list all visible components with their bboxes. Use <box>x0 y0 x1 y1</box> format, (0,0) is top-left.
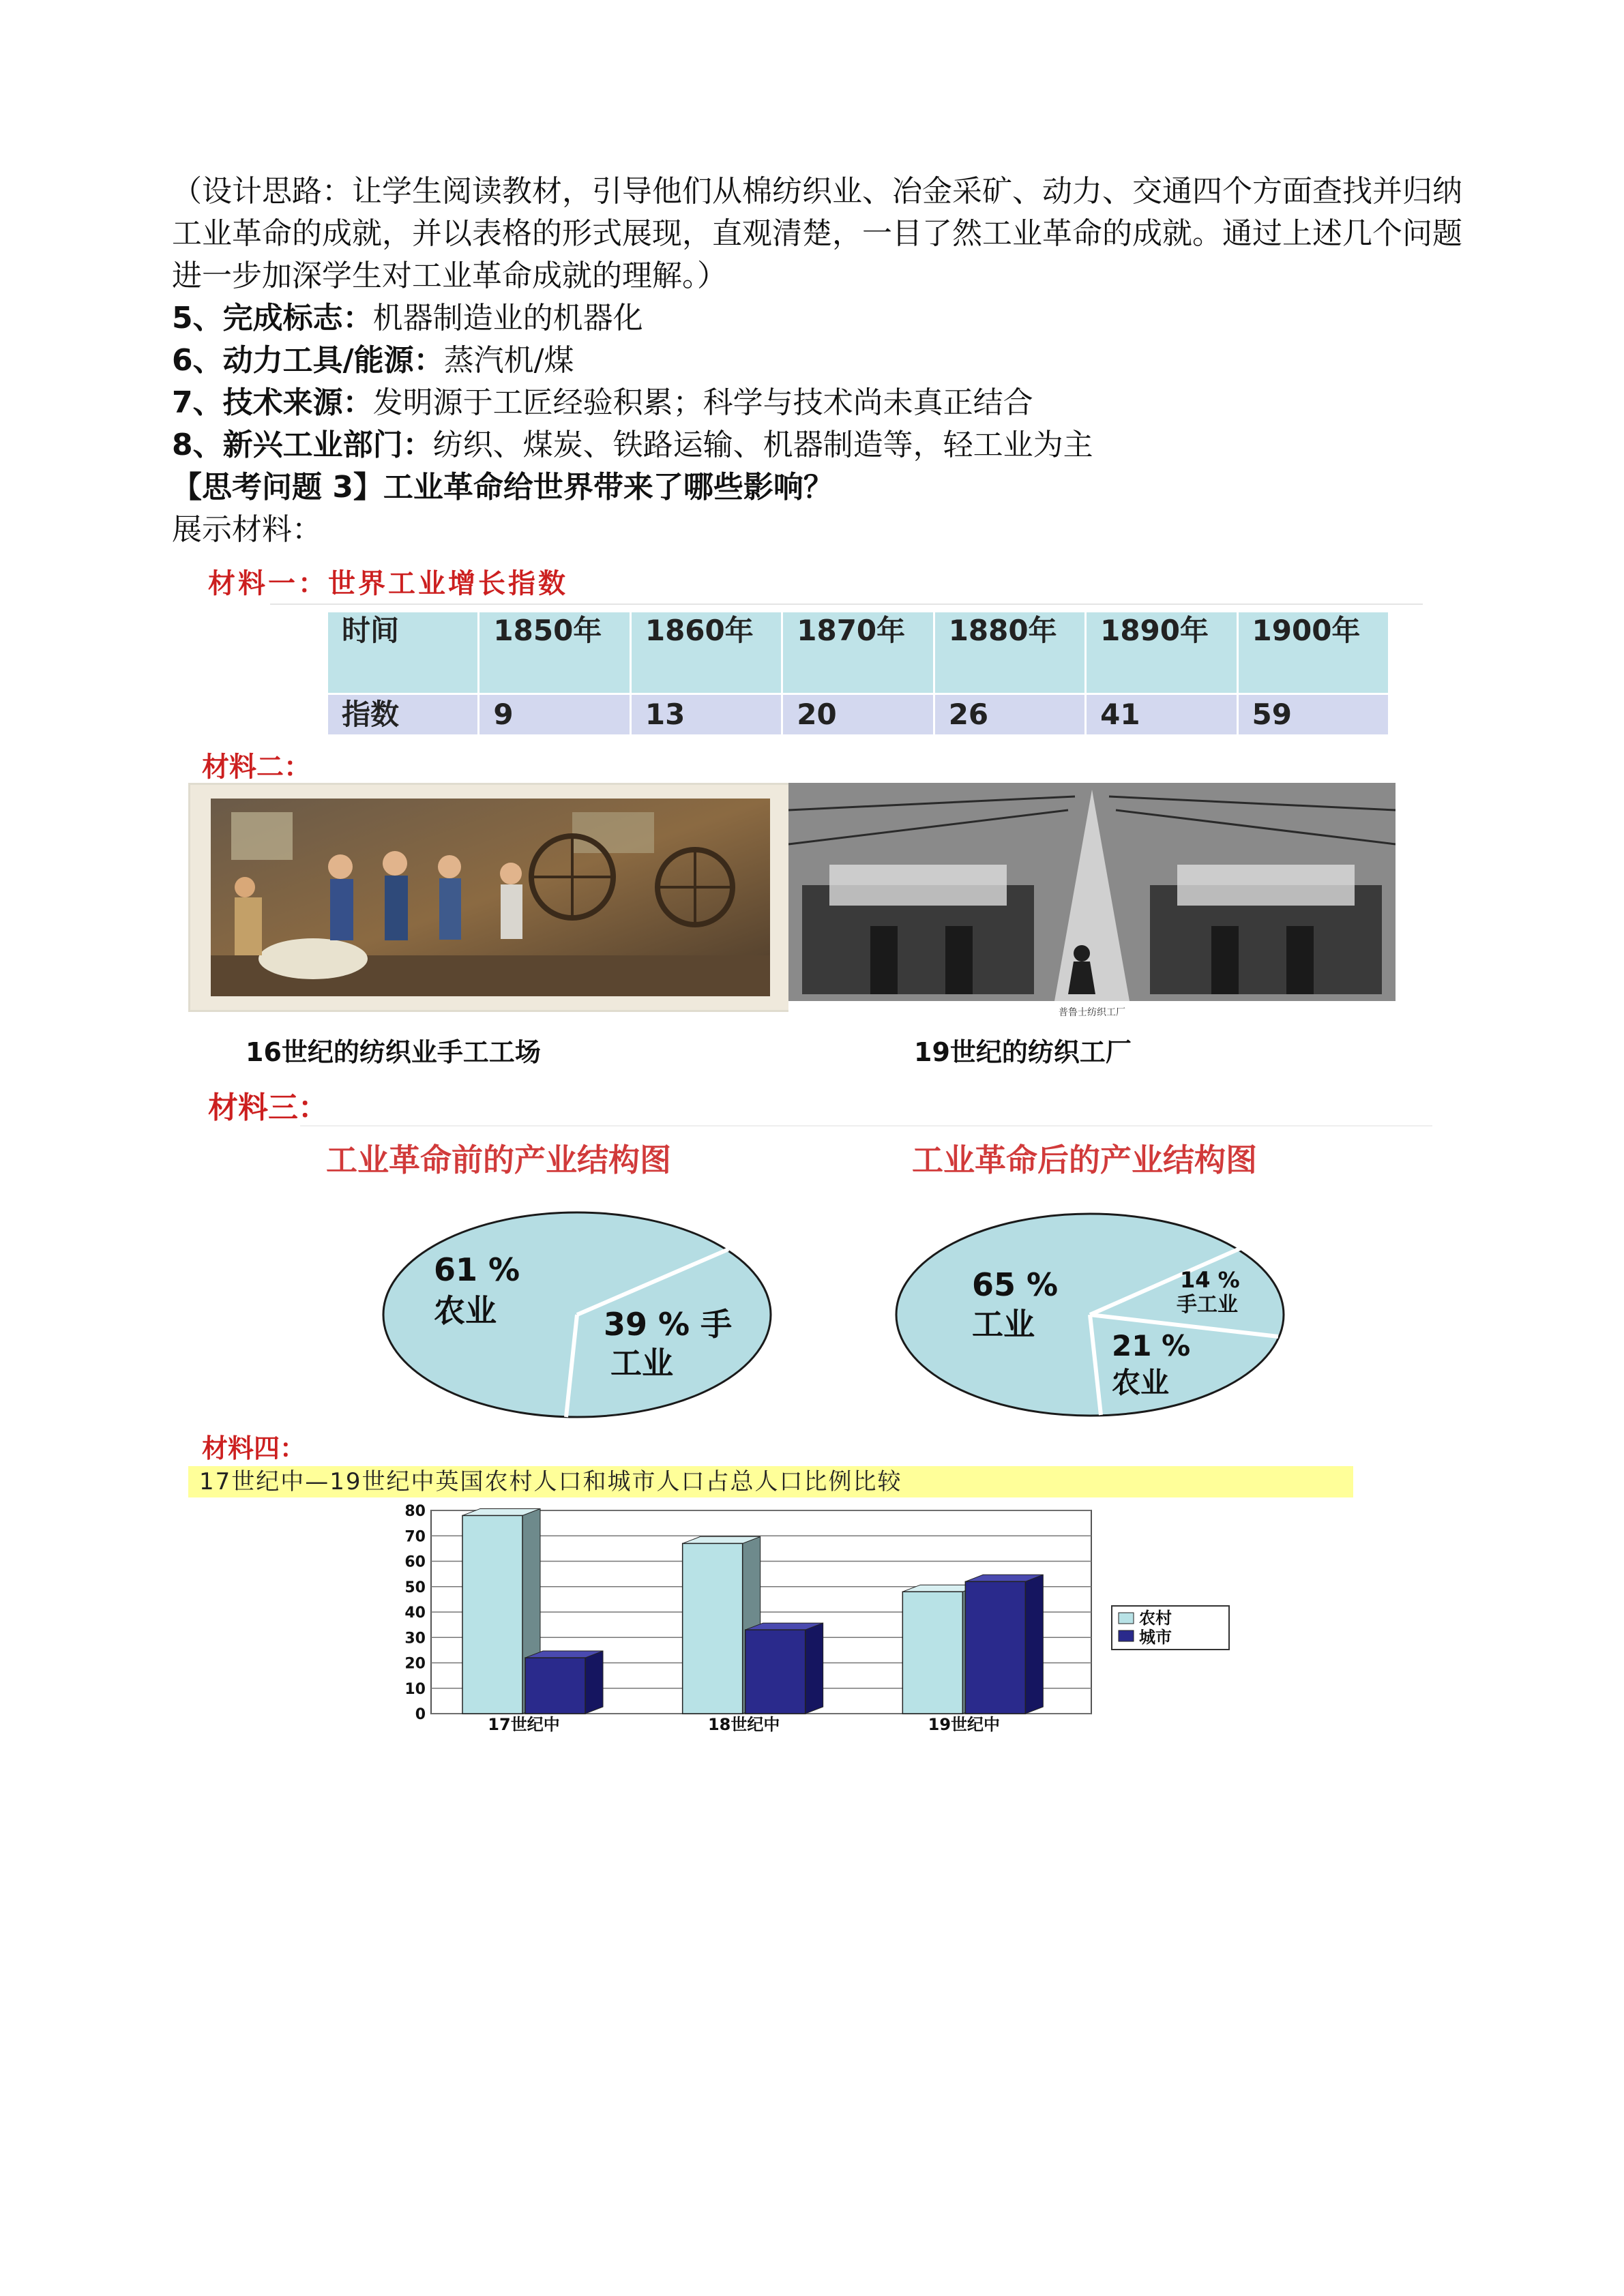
factory-caption: 19世纪的纺织工厂 <box>914 1037 1132 1067</box>
table-cell: 1860年 <box>630 612 782 694</box>
table-cell: 1900年 <box>1237 612 1389 694</box>
factory-engraving-image <box>788 783 1396 1022</box>
population-bar-chart <box>382 1504 1269 1735</box>
industrial-index-table <box>326 610 1390 731</box>
legend-urban-swatch <box>1119 1630 1134 1641</box>
item-8-label: 8、新兴工业部门： <box>172 428 433 462</box>
legend-urban-label: 城市 <box>1139 1628 1172 1647</box>
table-row <box>327 612 1389 694</box>
table-header-index: 指数 <box>327 694 479 736</box>
question-3: 【思考问题 3】工业革命给世界带来了哪些影响？ <box>172 470 833 505</box>
item-5-label: 5、完成标志： <box>172 301 373 336</box>
pie-before-agri-name: 农业 <box>434 1292 497 1329</box>
table-cell: 1880年 <box>934 612 1085 694</box>
y-tick-label: 10 <box>404 1680 426 1698</box>
bar-urban <box>745 1630 806 1714</box>
factory-engraving-svg <box>788 783 1396 1022</box>
workshop-painting-svg <box>190 785 791 1010</box>
material-4-label: 材料四： <box>202 1433 306 1463</box>
pie-after-handicraft-pct: 14 % <box>1180 1267 1240 1293</box>
pie-before-handicraft-pct: 39 % 手 <box>604 1306 733 1343</box>
bar-rural <box>902 1592 962 1714</box>
y-tick-label: 50 <box>404 1579 426 1596</box>
x-category-label: 19世纪中 <box>928 1715 1001 1734</box>
table-cell: 1890年 <box>1086 612 1237 694</box>
y-tick-label: 60 <box>404 1553 426 1571</box>
material-1-label: 材料一：世界工业增长指数 <box>208 568 568 599</box>
pie-before-handicraft-name: 工业 <box>610 1345 673 1382</box>
table-cell: 41 <box>1086 694 1237 736</box>
bar-rural <box>683 1543 743 1714</box>
table-cell: 1870年 <box>782 612 934 694</box>
x-category-label: 18世纪中 <box>707 1715 780 1734</box>
bar-chart-title: 17世纪中—19世纪中英国农村人口和城市人口占总人口比例比较 <box>188 1466 1353 1497</box>
x-category-label: 17世纪中 <box>488 1715 560 1734</box>
item-8-text: 纺织、煤炭、铁路运输、机器制造等，轻工业为主 <box>432 428 1093 462</box>
table-cell: 26 <box>934 694 1085 736</box>
bar-urban <box>965 1581 1025 1714</box>
item-8 <box>172 424 1468 466</box>
bar-rural <box>462 1515 522 1714</box>
item-7-text: 发明源于工匠经验积累；科学与技术尚未真正结合 <box>372 385 1033 420</box>
y-tick-label: 40 <box>404 1605 426 1622</box>
workshop-painting-image <box>188 783 793 1012</box>
text-section <box>172 170 1468 551</box>
material-1-divider <box>270 603 1423 605</box>
table-cell: 59 <box>1237 694 1389 736</box>
material-3-divider <box>300 1125 1432 1127</box>
design-note-paragraph: （设计思路：让学生阅读教材，引导他们从棉纺织业、冶金采矿、动力、交通四个方面查找并归纳工业革命的成就，并以表格的形式展现，直观清楚，一目了然工业革命的成就。通过上述几个问题进一步加深学生对工业革命成就的理解。） <box>172 174 1462 293</box>
bar-urban <box>525 1658 585 1714</box>
y-tick-label: 0 <box>415 1706 426 1723</box>
workshop-caption: 16世纪的纺织业手工工场 <box>246 1037 541 1067</box>
item-6 <box>172 340 1468 382</box>
pie-after-industry-pct: 65 % <box>972 1266 1059 1303</box>
y-tick-label: 30 <box>404 1630 426 1648</box>
pie-after-handicraft-name: 手工业 <box>1177 1293 1238 1317</box>
pie-chart-before <box>368 1200 791 1432</box>
material-2-label: 材料二： <box>202 751 311 783</box>
pie-after-agri-pct: 21 % <box>1112 1329 1191 1362</box>
pie-before-title: 工业革命前的产业结构图 <box>326 1142 671 1178</box>
table-row <box>327 694 1389 736</box>
factory-small-caption: 普鲁士纺织工厂 <box>1059 1007 1125 1018</box>
bar-side <box>585 1651 603 1714</box>
legend-rural-label: 农村 <box>1139 1609 1172 1628</box>
item-6-label: 6、动力工具/能源： <box>172 343 444 378</box>
material-3-label: 材料三： <box>208 1090 328 1125</box>
pie-after-title: 工业革命后的产业结构图 <box>912 1142 1257 1178</box>
bar-side <box>1025 1575 1043 1714</box>
item-5-text: 机器制造业的机器化 <box>372 301 643 336</box>
item-5 <box>172 297 1468 340</box>
y-tick-label: 80 <box>404 1504 426 1520</box>
pie-after-industry-name: 工业 <box>972 1306 1035 1343</box>
pie-before-agri-pct: 61 % <box>434 1251 520 1288</box>
table-cell: 1850年 <box>479 612 630 694</box>
show-material: 展示材料： <box>172 512 322 547</box>
table-cell: 13 <box>630 694 782 736</box>
table-header-time: 时间 <box>327 612 479 694</box>
item-6-text: 蒸汽机/煤 <box>443 343 574 378</box>
item-7 <box>172 382 1468 424</box>
table-cell: 9 <box>479 694 630 736</box>
table-cell: 20 <box>782 694 934 736</box>
bar-side <box>806 1623 823 1714</box>
legend-rural-swatch <box>1119 1613 1134 1624</box>
y-tick-label: 70 <box>404 1528 426 1546</box>
y-tick-label: 20 <box>404 1655 426 1673</box>
pie-chart-after <box>887 1200 1310 1432</box>
pie-after-agri-name: 农业 <box>1112 1366 1170 1399</box>
item-7-label: 7、技术来源： <box>172 385 373 420</box>
